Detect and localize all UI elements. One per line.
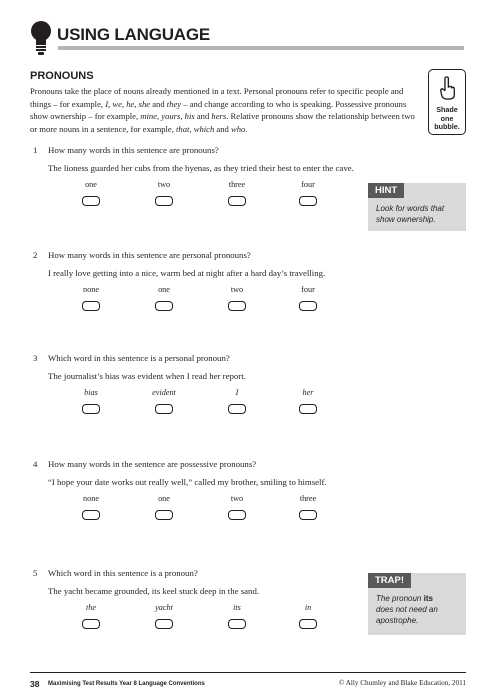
answer-bubble[interactable] [228,301,246,311]
option-label: two [230,285,244,294]
trap-box [368,573,466,635]
option-label: none [83,494,99,503]
option-label: I [235,388,239,397]
option-label: her [302,388,314,397]
answer-bubble[interactable] [228,510,246,520]
question-prompt: Which word in this sentence is a personal pronoun? [48,353,230,363]
hint-label: HINT [368,183,404,198]
hint-text-line-1: Look for words that [376,204,445,213]
trap-label: TRAP! [368,573,411,588]
intro-paragraph: Pronouns take the place of nouns already mentioned in a text. Personal pronouns refer to specific people and things – for example, I, we, he, she and they – and change according to who is speaking. Possessive pronouns show ownership – for example, mine, yours, his and hers. Relative pronouns show the relationship between two or more nouns in a sentence, for example, that, which and who. [30,86,415,134]
question-sentence: The journalist’s bias was evident when I read her report. [48,371,246,381]
copyright: © Ally Chumley and Blake Education, 2011 [338,679,466,687]
option-label: evident [152,388,176,397]
option-label: its [233,603,241,612]
shade-label-line-1: Shade [436,105,458,114]
lightbulb-icon [30,20,52,56]
option-label: none [83,285,99,294]
shade-one-bubble-box [428,69,466,135]
option-label: three [299,494,317,503]
option-label: two [230,494,244,503]
question-prompt: How many words in this sentence are pronouns? [48,145,219,155]
question-sentence: “I hope your date works out really well,” called my brother, smiling to himself. [48,477,327,487]
page-number: 38 [30,679,40,689]
answer-bubble[interactable] [299,301,317,311]
answer-bubble[interactable] [228,196,246,206]
option-label: in [304,603,312,612]
option-label: one [85,180,97,189]
question-prompt: How many words in this sentence are personal pronouns? [48,250,251,260]
shade-label-line-2: one [440,113,454,123]
section-title: PRONOUNS [30,70,94,82]
answer-bubble[interactable] [299,196,317,206]
answer-bubble[interactable] [82,619,100,629]
option-label: bias [84,388,98,397]
answer-bubble[interactable] [299,404,317,414]
answer-bubble[interactable] [155,196,173,206]
answer-bubble[interactable] [299,619,317,629]
option-label: two [157,180,171,189]
option-label: one [158,494,170,503]
option-label: yacht [155,603,173,612]
answer-bubble[interactable] [299,510,317,520]
answer-bubble[interactable] [155,301,173,311]
answer-bubble[interactable] [82,301,100,311]
page-heading: USING LANGUAGE [57,25,211,44]
hint-box [368,183,466,231]
trap-text-line-2: does not need an [376,605,438,614]
question-number: 5 [33,568,38,578]
option-label: the [85,603,96,612]
answer-bubble[interactable] [155,510,173,520]
option-label: one [158,285,170,294]
answer-bubble[interactable] [82,196,100,206]
question-sentence: I really love getting into a nice, warm bed at night after a hard day’s travelling. [48,268,326,278]
shade-label-line-3: bubble. [434,122,460,132]
pointing-hand-icon [439,74,456,102]
question-sentence: The yacht became grounded, its keel stuck deep in the sand. [48,586,260,596]
question-number: 4 [33,459,38,469]
trap-text-line-1: The pronoun its [376,594,433,603]
answer-bubble[interactable] [155,619,173,629]
option-label: four [301,285,315,294]
question-number: 3 [33,353,38,363]
trap-text-line-3: apostrophe. [376,616,419,625]
book-title: Maximising Test Results Year 8 Language Conventions [48,681,205,687]
footer-rule [30,672,466,673]
heading-rule [58,46,464,50]
question-prompt: How many words in the sentence are possessive pronouns? [48,459,257,469]
answer-bubble[interactable] [82,510,100,520]
answer-bubble[interactable] [228,404,246,414]
question-sentence: The lioness guarded her cubs from the hyenas, as they tried their best to enter the cave. [48,163,354,173]
answer-bubble[interactable] [155,404,173,414]
question-prompt: Which word in this sentence is a pronoun? [48,568,198,578]
option-label: three [228,180,246,189]
answer-bubble[interactable] [228,619,246,629]
question-number: 1 [33,145,38,155]
option-label: four [301,180,315,189]
question-number: 2 [33,250,38,260]
hint-text-line-2: show ownership. [376,215,436,224]
answer-bubble[interactable] [82,404,100,414]
